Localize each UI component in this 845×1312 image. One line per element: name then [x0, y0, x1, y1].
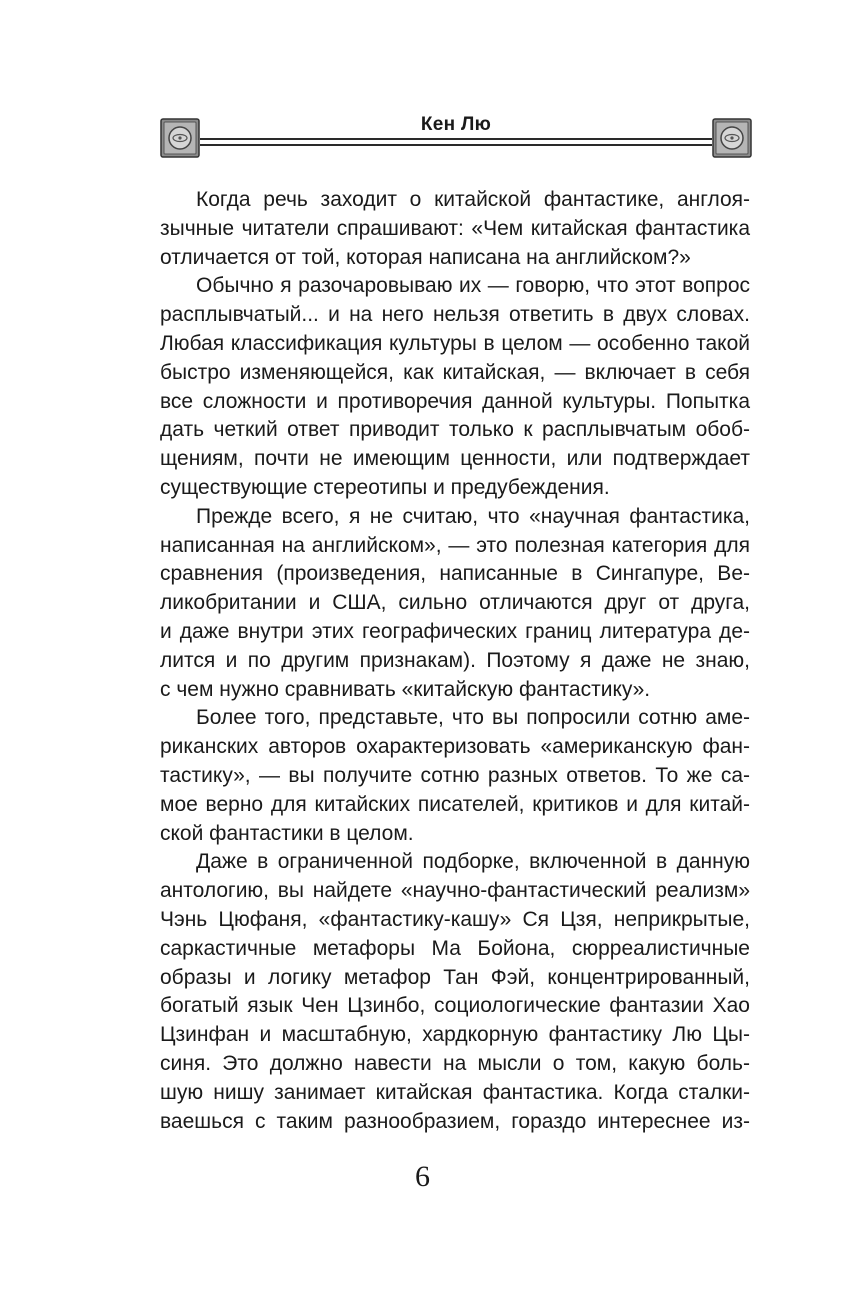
- text-line: мое верно для китайских писателей, критиков и для китай-: [160, 792, 750, 816]
- text-line: Более того, представьте, что вы попросили сотню аме-: [196, 706, 750, 730]
- text-line: щениям, почти не имеющим ценности, или подтверждает: [160, 447, 750, 471]
- page-number: 6: [415, 1160, 430, 1193]
- paragraph: [160, 503, 750, 705]
- square-rivet-ornament-icon: [712, 118, 752, 158]
- running-header-title: Кен Лю: [420, 114, 492, 135]
- paragraph: [160, 848, 750, 1136]
- text-line: антологию, вы найдете «научно-фантастический реализм»: [160, 879, 750, 903]
- text-line: Прежде всего, я не считаю, что «научная фантастика,: [196, 504, 750, 528]
- header-rule-lower: [200, 144, 712, 146]
- text-line: богатый язык Чен Цзинбо, социологические фантазии Хао: [160, 994, 750, 1018]
- text-line: Когда речь заходит о китайской фантастике, англоя-: [196, 188, 750, 211]
- text-line: расплывчатый... и на него нельзя ответить в двух словах.: [160, 303, 750, 327]
- text-line: лится и по другим признакам). Поэтому я даже не знаю,: [160, 648, 750, 672]
- text-line: ваешься с таким разнообразием, гораздо интереснее из-: [160, 1109, 750, 1133]
- text-line: синя. Это должно навести на мысли о том, какую боль-: [160, 1051, 750, 1075]
- text-line: шую нишу занимает китайская фантастика. Когда сталки-: [160, 1080, 750, 1104]
- text-line: тастику», — вы получите сотню разных ответов. То же са-: [160, 763, 750, 787]
- text-line: Обычно я разочаровываю их — говорю, что этот вопрос: [196, 274, 750, 298]
- text-line: Даже в ограниченной подборке, включенной в данную: [196, 850, 750, 874]
- text-line: сравнения (произведения, написанные в Сингапуре, Ве-: [160, 562, 750, 586]
- text-line: ской фантастики в целом.: [160, 821, 414, 845]
- text-line: ликобритании и США, сильно отличаются друг от друга,: [160, 591, 750, 615]
- text-line: дать четкий ответ приводит только к расплывчатым обоб-: [160, 418, 750, 442]
- text-line: быстро изменяющейся, как китайская, — включает в себя: [160, 360, 750, 384]
- text-line: Цзинфан и масштабную, хардкорную фантастику Лю Цы-: [160, 1023, 750, 1047]
- text-line: написанная на английском», — это полезная категория для: [160, 533, 750, 557]
- paragraph: [160, 704, 750, 848]
- text-line: все сложности и противоречия данной культуры. Попытка: [160, 389, 750, 413]
- header-rule-upper: [200, 138, 712, 140]
- paragraph: [160, 272, 750, 502]
- text-line: Чэнь Цюфаня, «фантастику-кашу» Ся Цзя, неприкрытые,: [160, 907, 750, 931]
- text-line: и даже внутри этих географических границ литература де-: [160, 619, 750, 643]
- text-line: зычные читатели спрашивают: «Чем китайская фантастика: [160, 216, 750, 240]
- text-line: риканских авторов охарактеризовать «американскую фан-: [160, 735, 750, 759]
- text-line: Любая классификация культуры в целом — особенно такой: [160, 331, 750, 355]
- paragraph: [160, 186, 750, 272]
- text-line: саркастичные метафоры Ма Бойона, сюрреалистичные: [160, 936, 750, 960]
- running-header: [160, 112, 752, 164]
- body-text: [160, 186, 750, 1136]
- text-line: образы и логику метафор Тан Фэй, концентрированный,: [160, 965, 750, 989]
- text-line: существующие стереотипы и предубеждения.: [160, 475, 610, 499]
- text-line: отличается от той, которая написана на английском?»: [160, 245, 691, 269]
- text-line: с чем нужно сравнивать «китайскую фантастику».: [160, 677, 651, 701]
